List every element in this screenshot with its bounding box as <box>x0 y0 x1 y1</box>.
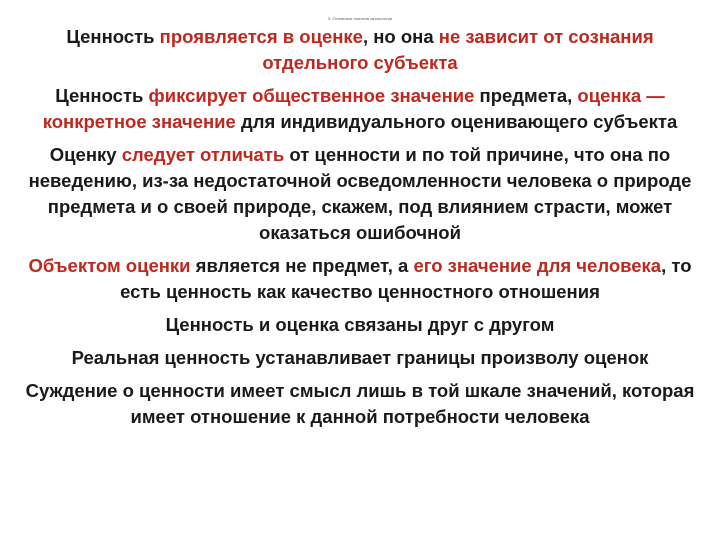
paragraph-7-segment-1: Суждение о ценности имеет смысл лишь в той шкале значений, которая имеет отношение к данной потребности человека <box>25 380 695 427</box>
paragraph-1-segment-2: проявляется в оценке <box>159 26 363 47</box>
paragraph-7 <box>14 378 706 430</box>
paragraph-4-segment-4: , то есть ценность как качество ценностного отношения <box>120 255 692 302</box>
paragraph-6 <box>14 345 706 371</box>
paragraph-2-segment-2: фиксирует общественное значение <box>148 85 475 106</box>
paragraph-3-segment-1: Оценку <box>49 144 122 165</box>
paragraph-4-segment-2: является не предмет, а <box>190 255 414 276</box>
paragraph-4 <box>14 253 706 305</box>
paragraph-3 <box>14 142 706 246</box>
paragraph-2-segment-5: для индивидуального оценивающего субъекта <box>235 111 678 132</box>
paragraph-1-segment-4: не зависит от сознания отдельного субъекта <box>262 26 654 73</box>
paragraph-1-segment-3: , но она <box>362 26 439 47</box>
paragraph-4-segment-3: его значение для человека <box>413 255 662 276</box>
paragraph-2-segment-3: предмета, <box>474 85 578 106</box>
paragraph-1-segment-1: Ценность <box>66 26 160 47</box>
paragraph-6-segment-1: Реальная ценность устанавливает границы произволу оценок <box>71 347 649 368</box>
slide-content <box>14 24 706 437</box>
paragraph-2-segment-4: оценка — конкретное значение <box>42 85 665 132</box>
paragraph-5 <box>14 312 706 338</box>
paragraph-2 <box>14 83 706 135</box>
slide-title: 3. Основные понятия аксиологии <box>327 16 393 21</box>
paragraph-4-segment-1: Объектом оценки <box>28 255 191 276</box>
paragraph-1 <box>14 24 706 76</box>
paragraph-3-segment-2: следует отличать <box>121 144 285 165</box>
paragraph-5-segment-1: Ценность и оценка связаны друг с другом <box>165 314 555 335</box>
paragraph-3-segment-3: от ценности и по той причине, что она по неведению, из-за недостаточной осведомленности человека о природе предмета и о своей природе, скажем, под влиянием страсти, может оказаться ошибочной <box>28 144 692 243</box>
paragraph-2-segment-1: Ценность <box>55 85 149 106</box>
